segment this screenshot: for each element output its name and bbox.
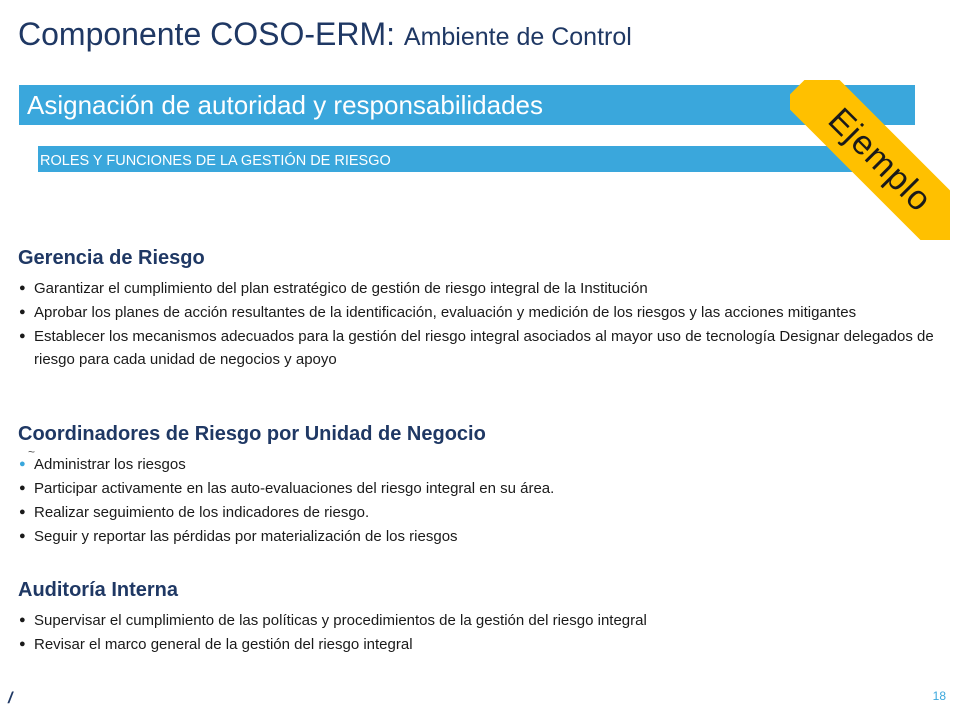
section-gerencia-riesgo [18,246,938,372]
list-item [18,633,938,656]
bullet-icon: ● [19,482,26,494]
slide-title-sub: Ambiente de Control [403,23,632,51]
example-stamp-label: Ejemplo [790,80,950,240]
section-heading: Auditoría Interna [18,579,179,601]
bullet-icon: ● [19,306,26,318]
bullet-icon: ● [19,282,26,294]
list-item-text: Garantizar el cumplimiento del plan estratégico de gestión de riesgo integral de la Institución [34,280,648,297]
list-item [18,445,938,476]
section-heading: Coordinadores de Riesgo por Unidad de Negocio [18,423,486,445]
list-item-text: Aprobar los planes de acción resultantes de la identificación, evaluación y medición de los riesgos y las acciones mitigantes [34,304,857,321]
list-item-text: Realizar seguimiento de los indicadores de riesgo. [34,504,370,521]
bullet-icon: ● [19,506,26,518]
list-item [18,277,938,300]
bullet-list [18,277,938,371]
list-item-text: Establecer los mecanismos adecuados para la gestión del riesgo integral asociados al mayor uso de tecnología Designar delegados de riesgo para cada unidad de negocios y apoyo [34,328,934,368]
slide-title [18,18,632,50]
bullet-icon: ● [19,614,26,626]
bullet-icon: ● [19,458,26,470]
bullet-icon: ● [19,638,26,650]
list-item [18,609,938,632]
section-auditoria-interna [18,578,938,657]
tilde-mark: ~ [28,445,36,459]
section-heading: Gerencia de Riesgo [18,247,205,269]
list-item [18,477,938,500]
list-item [18,525,938,548]
list-item [18,301,938,324]
list-item-text: Administrar los riesgos [34,456,186,473]
section-coordinadores [18,422,938,549]
list-item-text: Revisar el marco general de la gestión del riesgo integral [34,636,413,653]
topic-banner: Asignación de autoridad y responsabilidades [19,85,915,125]
bullet-list [18,445,938,548]
example-stamp [790,80,950,240]
list-item-text: Participar activamente en las auto-evaluaciones del riesgo integral en su área. [34,480,555,497]
corner-mark: / [8,690,13,707]
slide-title-main: Componente COSO-ERM: [18,16,396,52]
page-number: 18 [932,689,946,703]
bullet-icon: ● [19,330,26,342]
list-item [18,501,938,524]
subtopic-banner: ROLES Y FUNCIONES DE LA GESTIÓN DE RIESGO [38,146,903,172]
list-item-text: Seguir y reportar las pérdidas por materialización de los riesgos [34,528,458,545]
list-item [18,325,938,371]
bullet-icon: ● [19,530,26,542]
list-item-text: Supervisar el cumplimiento de las políticas y procedimientos de la gestión del riesgo integral [34,612,647,629]
bullet-list [18,609,938,656]
